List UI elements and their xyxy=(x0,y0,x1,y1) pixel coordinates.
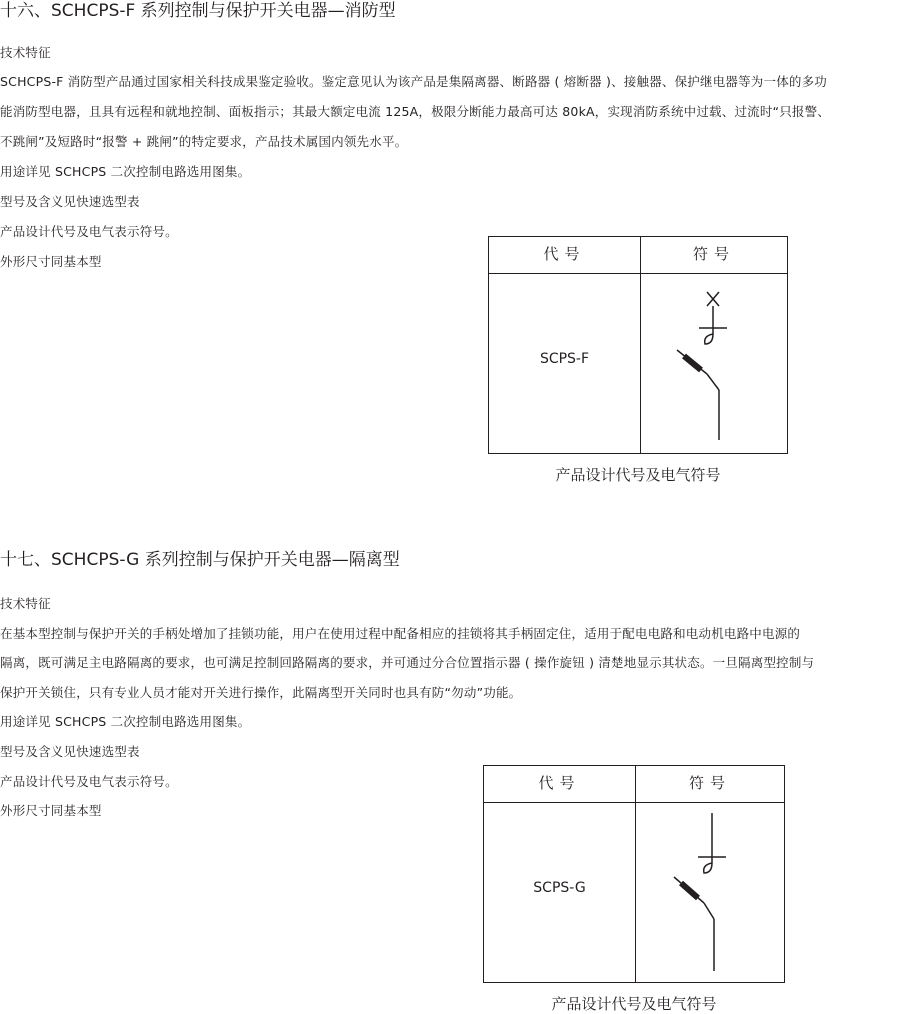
paragraph-line: 用途详见 SCHCPS 二次控制电路选用图集。 xyxy=(0,164,251,179)
paragraph-line: 产品设计代号及电气表示符号。 xyxy=(0,774,178,789)
paragraph-line: SCHCPS-F 消防型产品通过国家相关科技成果鉴定验收。鉴定意见认为该产品是集隔离器、断路器 ( 熔断器 )、接触器、保护继电器等为一体的多功 xyxy=(0,74,828,89)
paragraph-line: 产品设计代号及电气表示符号。 xyxy=(0,224,178,239)
isolating-switch-icon xyxy=(636,803,784,981)
header-code: 代号 xyxy=(538,774,581,792)
paragraph-line: 能消防型电器，且具有远程和就地控制、面板指示；其最大额定电流 125A，极限分断能力最高可达 80kA，实现消防系统中过载、过流时“只报警、 xyxy=(0,104,831,119)
paragraph-heading: 技术特征 xyxy=(0,45,51,60)
table-caption: 产品设计代号及电气符号 xyxy=(555,466,721,484)
code-symbol-table xyxy=(488,236,788,454)
paragraph-line: 型号及含义见快速选型表 xyxy=(0,194,140,209)
paragraph-line: 不跳闸”及短路时“报警 + 跳闸”的特定要求，产品技术属国内领先水平。 xyxy=(0,134,408,149)
paragraph-line: 外形尺寸同基本型 xyxy=(0,254,102,269)
paragraph-line: 隔离，既可满足主电路隔离的要求，也可满足控制回路隔离的要求，并可通过分合位置指示器 ( 操作旋钮 ) 清楚地显示其状态。一旦隔离型控制与 xyxy=(0,655,815,670)
product-code: SCPS-G xyxy=(533,880,586,896)
header-symbol: 符号 xyxy=(688,774,731,792)
paragraph-line: 在基本型控制与保护开关的手柄处增加了挂锁功能，用户在使用过程中配备相应的挂锁将其手柄固定住，适用于配电电路和电动机电路中电源的 xyxy=(0,626,801,641)
header-code: 代号 xyxy=(543,245,586,263)
product-code: SCPS-F xyxy=(539,351,590,367)
paragraph-line: 用途详见 SCHCPS 二次控制电路选用图集。 xyxy=(0,714,251,729)
paragraph-line: 型号及含义见快速选型表 xyxy=(0,744,140,759)
table-caption: 产品设计代号及电气符号 xyxy=(551,995,717,1013)
paragraph-line: 外形尺寸同基本型 xyxy=(0,803,102,818)
paragraph-heading: 技术特征 xyxy=(0,596,51,611)
paragraph-line: 保护开关锁住，只有专业人员才能对开关进行操作，此隔离型开关同时也具有防“勿动”功能。 xyxy=(0,685,522,700)
header-symbol: 符号 xyxy=(692,245,735,263)
section-title: 十六、SCHCPS-F 系列控制与保护开关电器—消防型 xyxy=(0,1,396,21)
section-title: 十七、SCHCPS-G 系列控制与保护开关电器—隔离型 xyxy=(0,550,400,570)
code-symbol-table xyxy=(483,765,785,983)
contactor-switch-with-cross-icon xyxy=(641,274,787,452)
